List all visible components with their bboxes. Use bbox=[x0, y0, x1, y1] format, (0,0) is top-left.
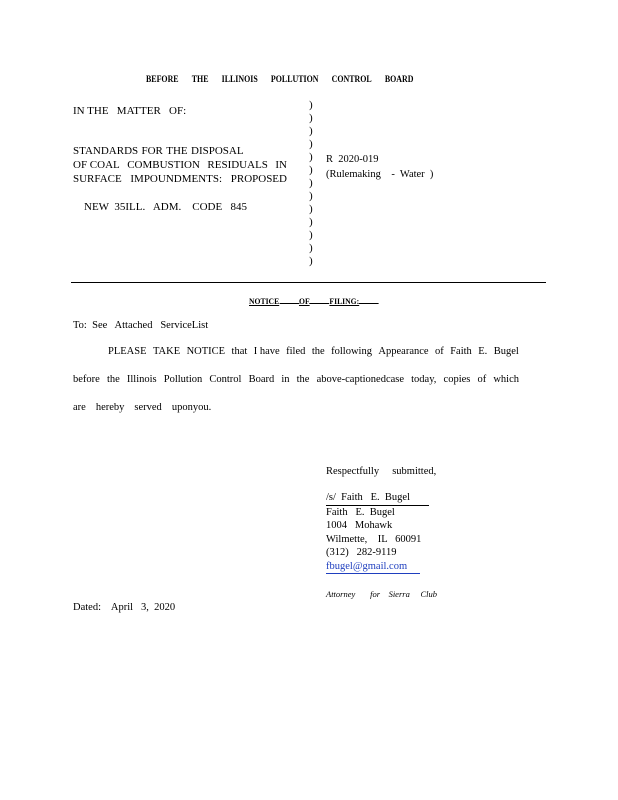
body-line-3 bbox=[73, 402, 211, 413]
caption-word: CODE bbox=[192, 201, 223, 213]
body-word: of bbox=[477, 374, 487, 385]
closing: Respectfully submitted, bbox=[326, 466, 437, 477]
caption-word: SURFACE bbox=[73, 173, 122, 185]
board-heading bbox=[146, 74, 414, 84]
caption-line bbox=[73, 186, 287, 228]
body-word: copies bbox=[443, 374, 471, 385]
service-to-line: To: See Attached ServiceList bbox=[73, 320, 209, 331]
date-line: Dated: April 3, 2020 bbox=[73, 602, 176, 613]
notice-word: FILING: bbox=[329, 296, 360, 306]
paren: ) bbox=[309, 177, 313, 189]
caption-word: THE bbox=[166, 145, 188, 157]
body-word: Board bbox=[248, 374, 275, 385]
caption-word: STANDARDS bbox=[73, 145, 139, 157]
signature-block bbox=[326, 491, 429, 574]
body-word: hereby bbox=[95, 402, 125, 413]
body-word: filed bbox=[286, 346, 306, 357]
paren: ) bbox=[309, 242, 313, 254]
caption-word: ADM. bbox=[152, 201, 182, 213]
body-word: Illinois bbox=[126, 374, 157, 385]
paren: ) bbox=[309, 164, 313, 176]
body-word: following bbox=[331, 346, 372, 357]
notice-title bbox=[249, 295, 379, 306]
paren: ) bbox=[309, 112, 313, 124]
docket-info bbox=[326, 152, 433, 182]
heading-word: THE bbox=[191, 74, 209, 84]
docket-number: R 2020-019 bbox=[326, 154, 379, 165]
caption-word: RESIDUALS bbox=[207, 159, 268, 171]
case-caption bbox=[73, 104, 287, 228]
caption-word: DISPOSAL bbox=[191, 145, 244, 157]
body-word: before bbox=[73, 374, 100, 385]
body-word: that bbox=[231, 346, 248, 357]
in-the-matter: IN THE MATTER OF: bbox=[73, 105, 187, 117]
paren: ) bbox=[309, 125, 313, 137]
notice-word: OF bbox=[298, 296, 310, 306]
caption-word: IMPOUNDMENTS: bbox=[130, 173, 223, 185]
body-word: Pollution bbox=[163, 374, 203, 385]
caption-line bbox=[73, 172, 287, 186]
body-word: PLEASE bbox=[108, 346, 147, 357]
street-address: 1004 Mohawk bbox=[326, 520, 393, 531]
heading-word: POLLUTION bbox=[270, 74, 319, 84]
phone-number: (312) 282-9119 bbox=[326, 547, 397, 558]
electronic-signature: /s/ Faith E. Bugel bbox=[326, 491, 429, 506]
body-word: E. bbox=[478, 346, 488, 357]
notice-word: NOTICE bbox=[249, 296, 280, 306]
body-word: Faith bbox=[450, 346, 472, 357]
docket-type: (Rulemaking - Water ) bbox=[326, 169, 434, 180]
caption-word: 845 bbox=[230, 201, 247, 213]
heading-word: CONTROL bbox=[331, 74, 372, 84]
body-line-2 bbox=[73, 374, 519, 385]
body-word: TAKE bbox=[152, 346, 181, 357]
body-word: of bbox=[435, 346, 444, 357]
body-word: uponyou. bbox=[171, 402, 212, 413]
heading-word: BOARD bbox=[384, 74, 414, 84]
body-word: are bbox=[73, 402, 86, 413]
caption-word: COMBUSTION bbox=[127, 159, 200, 171]
body-word: served bbox=[134, 402, 162, 413]
paren: ) bbox=[309, 99, 313, 111]
caption-word: PROPOSED bbox=[230, 173, 287, 185]
attorney-role: Attorney for Sierra Club bbox=[326, 589, 437, 599]
body-word: the bbox=[311, 346, 325, 357]
body-word: the bbox=[296, 374, 310, 385]
caption-parentheses bbox=[309, 99, 313, 268]
body-word: in bbox=[281, 374, 290, 385]
body-word: Control bbox=[209, 374, 242, 385]
attorney-name: Faith E. Bugel bbox=[326, 506, 395, 518]
heading-word: ILLINOIS bbox=[221, 74, 258, 84]
paren: ) bbox=[309, 255, 313, 267]
caption-word: IN bbox=[275, 159, 287, 171]
body-word: today, bbox=[411, 374, 437, 385]
body-word: Bugel bbox=[493, 346, 519, 357]
caption-word: FOR bbox=[141, 145, 163, 157]
body-word: the bbox=[106, 374, 120, 385]
body-word: above-captionedcase bbox=[316, 374, 405, 385]
body-word: Appearance bbox=[378, 346, 429, 357]
caption-line bbox=[73, 144, 287, 158]
paren: ) bbox=[309, 138, 313, 150]
city-state-zip: Wilmette, IL 60091 bbox=[326, 533, 422, 545]
heading-word: BEFORE bbox=[146, 74, 179, 84]
body-line-1 bbox=[108, 346, 519, 357]
body-word: which bbox=[493, 374, 519, 385]
paren: ) bbox=[309, 151, 313, 163]
paren: ) bbox=[309, 203, 313, 215]
caption-line bbox=[73, 158, 287, 172]
caption-divider bbox=[71, 282, 546, 283]
paren: ) bbox=[309, 190, 313, 202]
paren: ) bbox=[309, 229, 313, 241]
caption-word: OF COAL bbox=[73, 159, 120, 171]
body-word: I have bbox=[253, 346, 280, 357]
email-link[interactable]: fbugel@gmail.com bbox=[326, 560, 420, 575]
body-word: NOTICE bbox=[186, 346, 226, 357]
caption-word: NEW 35ILL. bbox=[84, 201, 146, 213]
paren: ) bbox=[309, 216, 313, 228]
